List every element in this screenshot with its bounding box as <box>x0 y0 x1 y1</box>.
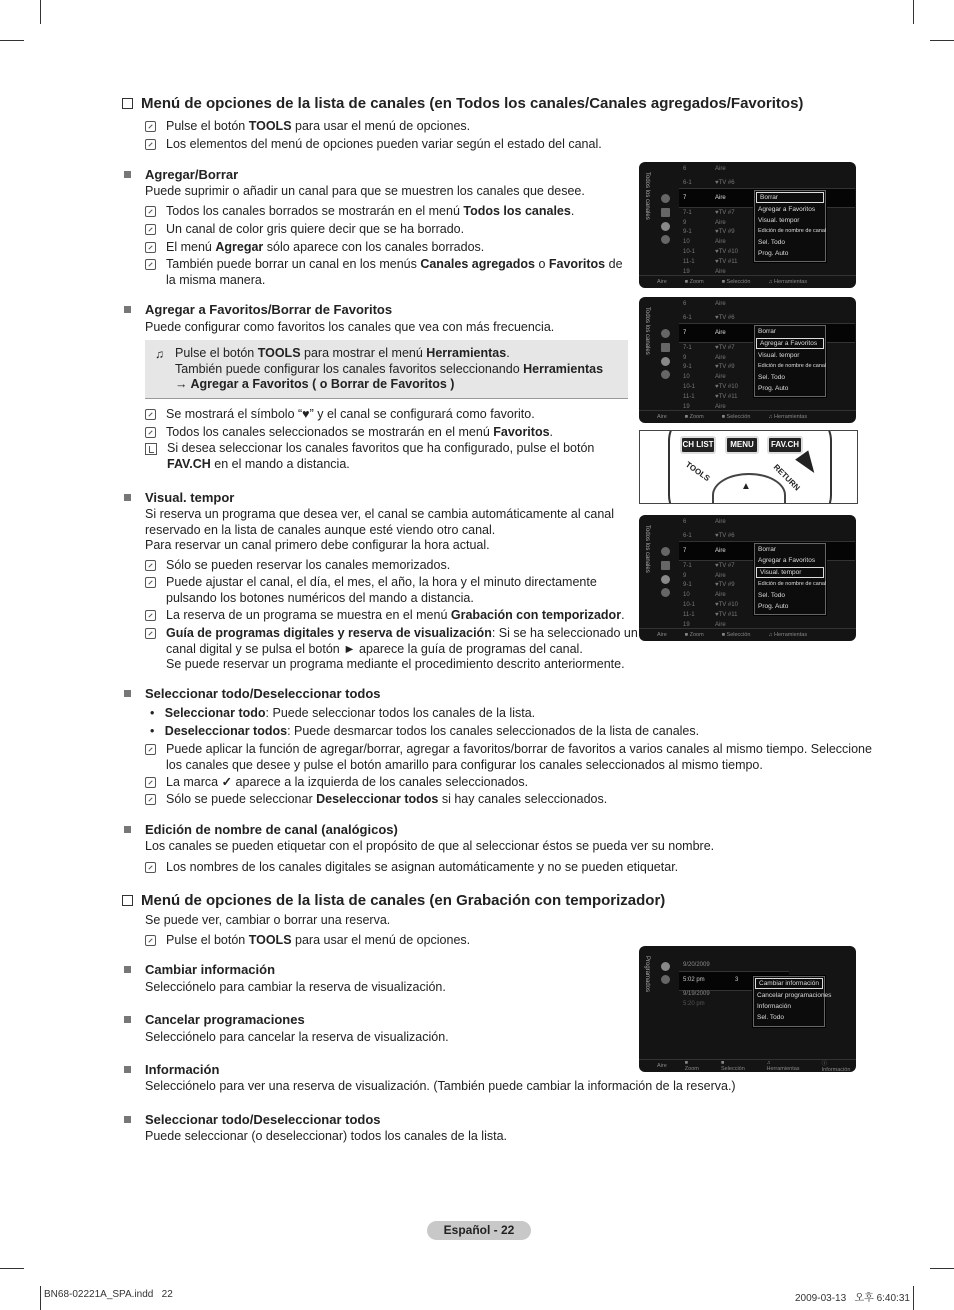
note: Pulse el botón TOOLS para usar el menú de opciones. <box>145 933 470 949</box>
section-heading: Menú de opciones de la lista de canales (en Todos los canales/Canales agregados/Favoritos) <box>122 95 803 112</box>
menu-item[interactable]: Sel. Todo <box>758 239 785 246</box>
menu-item[interactable]: Edición de nombre de canal <box>758 581 827 587</box>
square-bullet-icon <box>124 494 131 501</box>
remote-control-illustration <box>639 430 858 504</box>
paragraph: Puede suprimir o añadir un canal para que se muestren los canales que desee. <box>145 184 585 198</box>
menu-item[interactable]: Agregar a Favoritos <box>758 206 816 213</box>
subheading: Información <box>145 1062 220 1077</box>
subheading: Visual. tempor <box>145 490 235 505</box>
clock-icon <box>661 588 670 597</box>
crop-mark <box>930 1268 954 1269</box>
tv-screen-programados <box>639 946 856 1072</box>
note: Sólo se puede seleccionar Deseleccionar todos si hay canales seleccionados. <box>145 792 607 808</box>
note-icon <box>145 409 156 420</box>
tv-screen-borrar <box>639 162 856 288</box>
note: El menú Agregar sólo aparece con los canales borrados. <box>145 240 484 256</box>
tv-footer: Aire ■ Zoom ■ Selección ♫ Herramientas <box>639 410 856 423</box>
note-icon <box>145 121 156 132</box>
options-menu <box>754 325 826 397</box>
tv-screen-favoritos <box>639 297 856 423</box>
note: Si desea seleccionar los canales favoritos que ha configurado, pulse el botón FAV.CH en el mando a distancia. <box>145 441 625 472</box>
channel-row[interactable]: 9-1 ♥TV #9 <box>683 228 735 235</box>
list-icon <box>661 343 670 352</box>
channel-row[interactable]: 19 Aire <box>683 621 726 628</box>
menu-item[interactable]: Sel. Todo <box>758 374 785 381</box>
crop-mark <box>0 1268 24 1269</box>
tip-icon <box>145 443 157 455</box>
channel-row[interactable]: 19 Aire <box>683 403 726 410</box>
tv-footer: Aire ■ Zoom ■ Selección ♫ Herramientas ⓘ Información <box>639 1059 856 1072</box>
clock-icon <box>661 235 670 244</box>
paragraph: Para reservar un canal primero debe configurar la hora actual. <box>145 538 490 552</box>
footer-date: 2009-03-13 오후 6:40:31 <box>795 1293 910 1304</box>
menu-item-sel-todo[interactable]: Sel. Todo <box>757 1014 784 1021</box>
channel-row[interactable]: 7-1 ♥TV #7 <box>683 344 735 351</box>
return-label: RETURN <box>771 462 802 493</box>
paragraph: Puede configurar como favoritos los canales que vea con más frecuencia. <box>145 320 555 334</box>
note: Guía de programas digitales y reserva de visualización: Si se ha seleccionado un canal digital y se pulsa el botón ► aparece la guía de programas del canal. Se puede reservar un programa mediante el procedimiento descrito anteriormente. <box>145 626 638 673</box>
note-icon <box>145 206 156 217</box>
heart-icon <box>661 357 670 366</box>
subheading: Cambiar información <box>145 962 276 977</box>
menu-item[interactable]: Agregar a Favoritos <box>756 338 824 349</box>
note-icon <box>145 259 156 270</box>
list-item: • Seleccionar todo: Puede seleccionar todos los canales de la lista. <box>150 706 536 720</box>
subheading: Edición de nombre de canal (analógicos) <box>145 822 398 837</box>
heart-icon <box>661 575 670 584</box>
channel-row[interactable]: 10-1 ♥TV #10 <box>683 383 738 390</box>
side-label: Programados <box>644 956 650 993</box>
menu-item[interactable]: Visual. tempor <box>758 217 800 224</box>
schedule-date: 9/20/2009 <box>683 961 710 968</box>
menu-item[interactable]: Prog. Auto <box>758 385 789 392</box>
favch-button[interactable]: FAV.CH <box>767 436 803 454</box>
note: Sólo se pueden reservar los canales memorizados. <box>145 558 450 574</box>
menu-item[interactable]: Borrar <box>756 192 824 203</box>
checkmark-icon: ✓ <box>221 775 233 789</box>
channel-row[interactable]: 7 Aire <box>683 329 726 336</box>
note-icon <box>145 862 156 873</box>
note: Puede ajustar el canal, el día, el mes, el año, la hora y el minuto directamente pulsando los botones numéricos del mando a distancia. <box>145 575 597 606</box>
channel-row[interactable]: 6 Aire <box>683 518 726 525</box>
channel-row[interactable]: 9 Aire <box>683 572 726 579</box>
options-menu <box>754 190 826 262</box>
note-icon <box>145 427 156 438</box>
channel-row[interactable]: 9 Aire <box>683 219 726 226</box>
note: Un canal de color gris quiere decir que se ha borrado. <box>145 222 464 238</box>
channel-row[interactable]: 6 Aire <box>683 300 726 307</box>
list-item: • Deseleccionar todos: Puede desmarcar todos los canales seleccionados de la lista de canales. <box>150 724 700 738</box>
channel-row[interactable]: 9 Aire <box>683 354 726 361</box>
menu-item[interactable]: Visual. tempor <box>756 567 824 578</box>
paragraph: Se puede ver, cambiar o borrar una reserva. <box>145 913 391 927</box>
side-label: Todos los canales <box>644 525 650 573</box>
note: Todos los canales seleccionados se mostrarán en el menú Favoritos. <box>145 425 553 441</box>
note: Pulse el botón TOOLS para usar el menú de opciones. <box>145 119 470 135</box>
channel-row[interactable]: 11-1 ♥TV #11 <box>683 258 738 265</box>
menu-item[interactable]: Edición de nombre de canal <box>758 363 827 369</box>
channel-icon <box>661 547 670 556</box>
square-bullet-icon <box>124 690 131 697</box>
note: Puede aplicar la función de agregar/borrar, agregar a favoritos/borrar de favoritos a varios canales al mismo tiempo. Seleccione los canales que desee y pulse el botón amarillo para configurar los canales seleccionados al mismo tiempo. <box>145 742 872 773</box>
heart-icon <box>661 222 670 231</box>
crop-mark <box>913 1286 914 1310</box>
note-icon <box>145 628 156 639</box>
note-icon <box>145 242 156 253</box>
square-bullet-icon <box>124 1016 131 1023</box>
note-icon <box>145 560 156 571</box>
clock-icon <box>661 370 670 379</box>
crop-mark <box>0 40 24 41</box>
tv-footer: Aire ■ Zoom ■ Selección ♫ Herramientas <box>639 275 856 288</box>
menu-item-cancelar[interactable]: Cancelar programaciones <box>757 992 832 999</box>
note: La reserva de un programa se muestra en el menú Grabación con temporizador. <box>145 608 625 624</box>
tools-icon: ♫ <box>155 347 164 361</box>
channel-row[interactable]: 7 Aire <box>683 194 726 201</box>
crop-mark <box>930 40 954 41</box>
page-number: Español - 22 <box>427 1221 531 1240</box>
channel-row[interactable]: 19 Aire <box>683 268 726 275</box>
square-bullet-icon <box>124 966 131 973</box>
channel-row[interactable]: 10-1 ♥TV #10 <box>683 601 738 608</box>
note: También puede borrar un canal en los menús Canales agregados o Favoritos de la misma manera. <box>145 257 625 288</box>
schedule-row: 5:20 pm <box>683 1000 705 1007</box>
channel-row[interactable]: 6-1 ♥TV #6 <box>683 314 735 321</box>
note-icon <box>145 224 156 235</box>
note: Los elementos del menú de opciones pueden variar según el estado del canal. <box>145 137 602 153</box>
menu-item[interactable]: Agregar a Favoritos <box>758 557 816 564</box>
note: Todos los canales borrados se mostrarán en el menú Todos los canales. <box>145 204 574 220</box>
channel-row[interactable]: 11-1 ♥TV #11 <box>683 393 738 400</box>
note: Se mostrará el símbolo “♥” y el canal se configurará como favorito. <box>145 407 535 423</box>
crop-mark <box>913 0 914 24</box>
square-bullet-icon <box>124 1066 131 1073</box>
channel-icon <box>661 329 670 338</box>
list-icon <box>661 208 670 217</box>
channel-row[interactable]: 10 Aire <box>683 373 726 380</box>
note-icon <box>145 794 156 805</box>
checkbox-icon <box>122 98 133 109</box>
schedule-row: 5:02 pm 3 <box>683 976 739 983</box>
note-icon <box>145 935 156 946</box>
channel-icon <box>661 194 670 203</box>
paragraph: Si reserva un programa que desea ver, el canal se cambia automáticamente al canal <box>145 507 615 521</box>
subheading: Seleccionar todo/Deseleccionar todos <box>145 686 381 701</box>
section-heading: Menú de opciones de la lista de canales (en Grabación con temporizador) <box>122 892 665 909</box>
menu-item[interactable]: Prog. Auto <box>758 250 789 257</box>
side-label: Todos los canales <box>644 172 650 220</box>
square-bullet-icon <box>124 171 131 178</box>
channel-row[interactable]: 10 Aire <box>683 591 726 598</box>
channel-row[interactable]: 11-1 ♥TV #11 <box>683 611 738 618</box>
square-bullet-icon <box>124 306 131 313</box>
subheading: Agregar a Favoritos/Borrar de Favoritos <box>145 302 393 317</box>
tv-footer: Aire ■ Zoom ■ Selección ♫ Herramientas <box>639 628 856 641</box>
paragraph: reservado en la lista de canales aunque esté viendo otro canal. <box>145 523 496 537</box>
crop-mark <box>40 0 41 24</box>
paragraph: Selecciónelo para cambiar la reserva de visualización. <box>145 980 446 994</box>
menu-button[interactable]: MENU <box>725 436 759 454</box>
channel-row[interactable]: 7-1 ♥TV #7 <box>683 209 735 216</box>
menu-item[interactable]: Visual. tempor <box>758 352 800 359</box>
subheading: Seleccionar todo/Deseleccionar todos <box>145 1112 381 1127</box>
menu-item[interactable]: Prog. Auto <box>758 603 789 610</box>
menu-item-cambiar[interactable]: Cambiar información <box>755 978 823 989</box>
menu-item[interactable]: Edición de nombre de canal <box>758 228 827 234</box>
options-menu <box>753 976 832 1027</box>
menu-item[interactable]: Borrar <box>758 546 777 553</box>
note-icon <box>145 610 156 621</box>
note-icon <box>145 777 156 788</box>
note-icon <box>145 577 156 588</box>
checkbox-icon <box>122 895 133 906</box>
menu-item[interactable]: Sel. Todo <box>758 592 785 599</box>
channel-row[interactable]: 6-1 ♥TV #6 <box>683 532 735 539</box>
menu-item[interactable]: Borrar <box>758 328 777 335</box>
note: Los nombres de los canales digitales se asignan automáticamente y no se pueden etiquetar. <box>145 860 678 876</box>
tv-screen-visual-tempor <box>639 515 856 641</box>
menu-item-informacion[interactable]: Información <box>757 1003 791 1010</box>
tools-label: TOOLS <box>683 459 712 484</box>
chlist-button[interactable]: CH LIST <box>680 436 716 454</box>
footer-file: BN68-02221A_SPA.indd 22 <box>44 1289 173 1300</box>
square-bullet-icon <box>124 1116 131 1123</box>
subheading: Agregar/Borrar <box>145 167 239 182</box>
options-menu <box>754 543 826 615</box>
clock-icon <box>661 975 670 984</box>
channel-row[interactable]: 9-1 ♥TV #9 <box>683 581 735 588</box>
tools-info-box: ♫ Pulse el botón TOOLS para mostrar el menú Herramientas. También puede configurar los canales favoritos seleccionando Herramientas → Agregar a Favoritos ( o Borrar de Favoritos ) <box>145 340 628 399</box>
schedule-date: 9/19/2009 <box>683 990 710 997</box>
paragraph: Selecciónelo para cancelar la reserva de visualización. <box>145 1030 449 1044</box>
arrow-up-icon: ▲ <box>741 481 751 492</box>
heart-icon <box>661 962 670 971</box>
paragraph: Puede seleccionar (o deseleccionar) todos los canales de la lista. <box>145 1129 508 1143</box>
paragraph: Los canales se pueden etiquetar con el propósito de que al seleccionar éstos se pueda ver su nombre. <box>145 839 715 853</box>
paragraph: Selecciónelo para ver una reserva de visualización. (También puede cambiar la información de la reserva.) <box>145 1079 736 1093</box>
channel-row[interactable]: 10-1 ♥TV #10 <box>683 248 738 255</box>
side-label: Todos los canales <box>644 307 650 355</box>
channel-row[interactable]: 6 Aire <box>683 165 726 172</box>
note-icon <box>145 139 156 150</box>
crop-mark <box>40 1286 41 1310</box>
channel-row[interactable]: 9-1 ♥TV #9 <box>683 363 735 370</box>
subheading: Cancelar programaciones <box>145 1012 305 1027</box>
channel-row[interactable]: 10 Aire <box>683 238 726 245</box>
channel-row[interactable]: 6-1 ♥TV #6 <box>683 179 735 186</box>
note-icon <box>145 744 156 755</box>
note: La marca ✓ aparece a la izquierda de los canales seleccionados. <box>145 775 528 791</box>
square-bullet-icon <box>124 826 131 833</box>
channel-row[interactable]: 7-1 ♥TV #7 <box>683 562 735 569</box>
list-icon <box>661 561 670 570</box>
channel-row[interactable]: 7 Aire <box>683 547 726 554</box>
